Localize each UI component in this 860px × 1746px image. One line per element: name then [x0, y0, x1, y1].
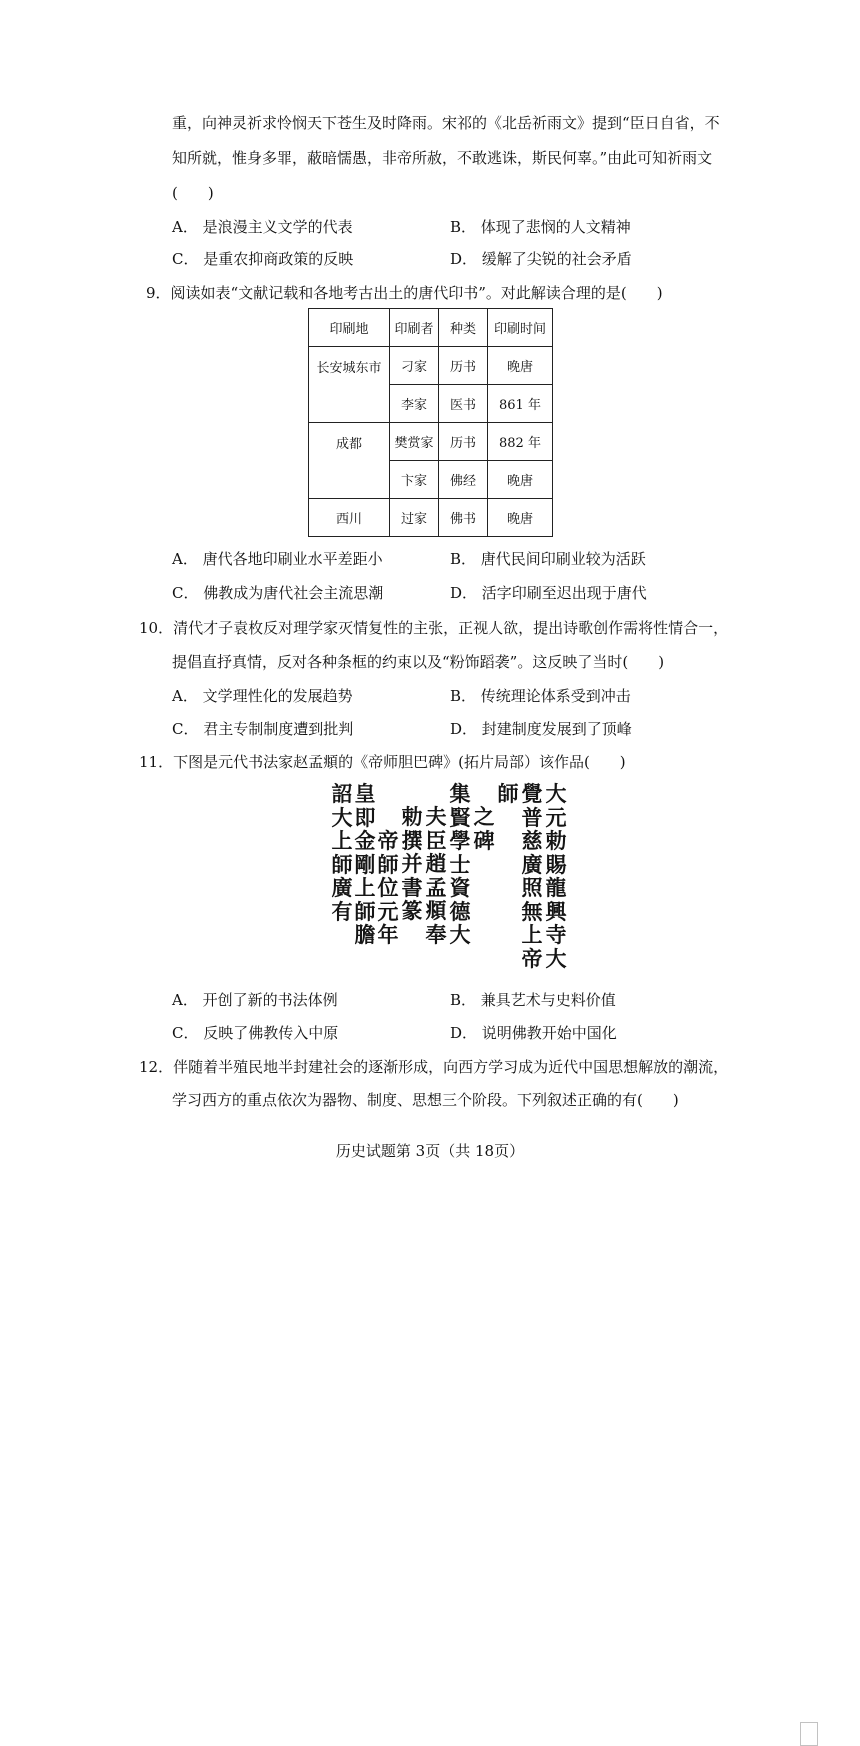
table-cell-time: 晚唐	[488, 461, 553, 499]
calligraphy-glyph: 位	[377, 875, 399, 900]
page-footer: 历史试题第 3页（共 18页）	[335, 1142, 525, 1160]
table-header-printer: 印刷者	[390, 309, 439, 347]
calligraphy-glyph: 剛	[354, 851, 376, 877]
calligraphy-glyph: 師	[331, 851, 353, 877]
calligraphy-glyph: 無	[521, 898, 543, 924]
table-cell-place: 西川	[309, 499, 390, 537]
calligraphy-glyph: 大	[545, 945, 567, 971]
calligraphy-glyph: 膽	[354, 922, 376, 947]
calligraphy-glyph: 賢	[449, 804, 471, 830]
calligraphy-glyph: 龍	[545, 875, 567, 900]
table-cell-time: 晚唐	[488, 499, 553, 537]
q9-option-d[interactable]: D． 活字印刷至迟出现于唐代	[450, 584, 647, 602]
q11-stem: 11．下图是元代书法家赵孟頫的《帝师胆巴碑》(拓片局部）该作品( )	[139, 753, 626, 771]
calligraphy-glyph: 之	[473, 804, 495, 829]
calligraphy-glyph: 上	[331, 828, 353, 853]
table-header-time: 印刷时间	[488, 309, 553, 347]
table-cell-kind: 佛书	[439, 499, 488, 537]
calligraphy-glyph: 元	[545, 804, 567, 830]
calligraphy-glyph: 上	[354, 875, 376, 900]
q8-option-c[interactable]: C． 是重农抑商政策的反映	[172, 250, 354, 268]
calligraphy-glyph: 撰	[401, 827, 423, 853]
table-cell-printer: 樊赏家	[390, 423, 439, 461]
calligraphy-glyph: 大	[449, 922, 471, 947]
table-cell-place: 成都	[309, 423, 390, 499]
calligraphy-glyph: 覺	[521, 781, 543, 806]
calligraphy-glyph: 照	[521, 875, 543, 900]
calligraphy-glyph: 師	[497, 781, 519, 806]
calligraphy-glyph: 興	[545, 898, 567, 924]
calligraphy-glyph: 賜	[545, 851, 567, 877]
q8-option-d[interactable]: D． 缓解了尖锐的社会矛盾	[450, 250, 632, 268]
table-cell-printer: 卞家	[390, 461, 439, 499]
table-cell-printer: 李家	[390, 385, 439, 423]
calligraphy-glyph: 勅	[401, 804, 423, 829]
calligraphy-glyph: 夫	[425, 804, 447, 829]
table-row	[309, 347, 553, 385]
q8-answer-blank: ( )	[172, 184, 214, 202]
calligraphy-glyph: 即	[354, 804, 376, 830]
table-header-place: 印刷地	[309, 309, 390, 347]
calligraphy-glyph: 大	[545, 781, 567, 806]
q8-stem-line-1: 重，向神灵祈求怜悯天下苍生及时降雨。宋祁的《北岳祈雨文》提到“臣日自省，不	[172, 114, 720, 132]
table-row	[309, 499, 553, 537]
q10-option-c[interactable]: C． 君主专制制度遭到批判	[172, 720, 354, 738]
calligraphy-glyph: 臣	[425, 827, 447, 853]
rubbing-column	[400, 805, 424, 923]
rubbing-column	[353, 782, 377, 947]
calligraphy-glyph: 帝	[377, 828, 399, 853]
stele-rubbing-image	[330, 782, 568, 972]
calligraphy-glyph: 有	[331, 898, 353, 924]
q11-option-a[interactable]: A． 开创了新的书法体例	[172, 991, 338, 1009]
table-cell-kind: 医书	[439, 385, 488, 423]
table-cell-kind: 历书	[439, 423, 488, 461]
q8-option-b[interactable]: B． 体现了悲悯的人文精神	[450, 218, 631, 236]
calligraphy-glyph: 年	[377, 922, 399, 947]
q12-stem-line-1: 12．伴随着半殖民地半封建社会的逐渐形成，向西方学习成为近代中国思想解放的潮流，	[139, 1058, 729, 1076]
rubbing-column	[544, 782, 568, 970]
calligraphy-glyph: 并	[401, 851, 423, 876]
calligraphy-glyph: 金	[354, 828, 376, 853]
table-cell-printer: 过家	[390, 499, 439, 537]
calligraphy-glyph: 大	[331, 804, 353, 830]
calligraphy-glyph: 元	[377, 898, 399, 924]
q8-option-a[interactable]: A． 是浪漫主义文学的代表	[172, 218, 353, 236]
calligraphy-glyph: 篆	[401, 898, 423, 923]
rubbing-column	[472, 805, 496, 852]
calligraphy-glyph: 奉	[425, 921, 447, 947]
seal-mark	[800, 1722, 818, 1746]
calligraphy-glyph: 師	[354, 898, 376, 924]
table-cell-printer: 刁家	[390, 347, 439, 385]
calligraphy-glyph: 帝	[521, 945, 543, 971]
q10-option-a[interactable]: A． 文学理性化的发展趋势	[172, 687, 353, 705]
q10-option-b[interactable]: B． 传统理论体系受到冲击	[450, 687, 631, 705]
calligraphy-glyph: 書	[401, 874, 423, 900]
q9-stem: 9．阅读如表“文献记载和各地考古出土的唐代印书”。对此解读合理的是( )	[146, 284, 663, 302]
calligraphy-glyph: 普	[521, 804, 543, 830]
calligraphy-glyph: 碑	[473, 827, 495, 853]
table-row	[309, 423, 553, 461]
q9-option-c[interactable]: C． 佛教成为唐代社会主流思潮	[172, 584, 384, 602]
rubbing-column	[376, 829, 400, 947]
q12-stem-line-2: 学习西方的重点依次为器物、制度、思想三个阶段。下列叙述正确的有( )	[172, 1091, 679, 1109]
rubbing-column	[424, 805, 448, 946]
calligraphy-glyph: 資	[449, 875, 471, 900]
calligraphy-glyph: 集	[449, 781, 471, 806]
table-cell-time: 882 年	[488, 423, 553, 461]
table-cell-place: 长安城东市	[309, 347, 390, 423]
q9-option-b[interactable]: B． 唐代民间印刷业较为活跃	[450, 550, 646, 568]
rubbing-column	[520, 782, 544, 970]
table-header-kind: 种类	[439, 309, 488, 347]
q11-option-b[interactable]: B． 兼具艺术与史料价值	[450, 991, 616, 1009]
q8-stem-line-2: 知所就，惟身多罪，蔽暗懦愚，非帝所赦，不敢逃诛，斯民何辜。”由此可知祈雨文	[172, 149, 713, 167]
calligraphy-glyph: 皇	[354, 781, 376, 806]
q11-option-d[interactable]: D． 说明佛教开始中国化	[450, 1024, 617, 1042]
calligraphy-glyph: 頫	[425, 898, 447, 923]
rubbing-column	[448, 782, 472, 947]
table-cell-time: 晚唐	[488, 347, 553, 385]
q9-option-a[interactable]: A． 唐代各地印刷业水平差距小	[172, 550, 383, 568]
calligraphy-glyph: 勅	[545, 828, 567, 853]
tang-printing-table	[308, 308, 553, 537]
table-cell-kind: 佛经	[439, 461, 488, 499]
calligraphy-glyph: 詔	[331, 781, 353, 806]
calligraphy-glyph: 趙	[425, 851, 447, 876]
calligraphy-glyph: 廣	[521, 851, 543, 877]
calligraphy-glyph: 孟	[425, 874, 447, 900]
calligraphy-glyph: 寺	[545, 922, 567, 947]
table-cell-time: 861 年	[488, 385, 553, 423]
calligraphy-glyph: 德	[449, 898, 471, 924]
q10-stem-line-1: 10．清代才子袁枚反对理学家灭情复性的主张，正视人欲，提出诗歌创作需将性情合一，	[139, 619, 729, 637]
q11-option-c[interactable]: C． 反映了佛教传入中原	[172, 1024, 339, 1042]
calligraphy-glyph: 廣	[331, 875, 353, 900]
calligraphy-glyph: 師	[377, 851, 399, 877]
calligraphy-glyph: 上	[521, 922, 543, 947]
calligraphy-glyph: 學	[449, 828, 471, 853]
table-header-row	[309, 309, 553, 347]
q10-stem-line-2: 提倡直抒真情，反对各种条框的约束以及“粉饰蹈袭”。这反映了当时( )	[172, 653, 665, 671]
calligraphy-glyph: 慈	[521, 828, 543, 853]
rubbing-column	[330, 782, 354, 923]
calligraphy-glyph: 士	[449, 851, 471, 877]
q10-option-d[interactable]: D． 封建制度发展到了顶峰	[450, 720, 632, 738]
rubbing-column	[496, 782, 520, 806]
table-cell-kind: 历书	[439, 347, 488, 385]
